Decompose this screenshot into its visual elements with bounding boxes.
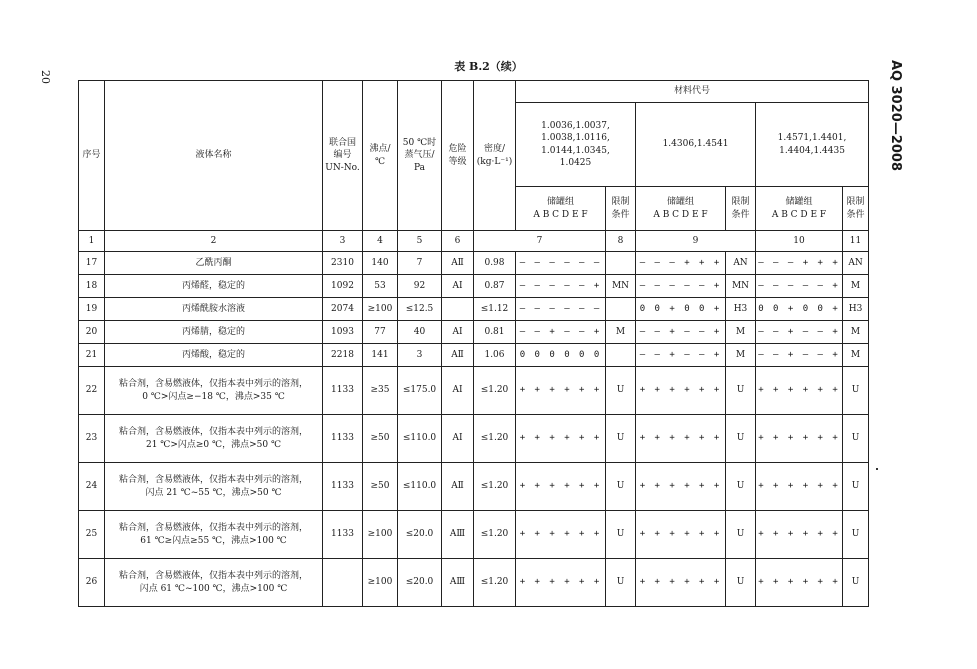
tank-marks-3: + + + + + + [756, 415, 843, 463]
vapor-pressure: ≤175.0 [398, 367, 442, 415]
tank-marks-2: + + + + + + [636, 511, 726, 559]
standard-code: AQ 3020—2008 [888, 60, 903, 172]
restriction-2: AN [726, 252, 756, 275]
tank-marks-1: — — — — — — [516, 252, 606, 275]
liquid-name: 粘合剂，含易燃液体，仅指本表中列示的溶剂， 闪点 61 ℃~100 ℃，沸点>100 ℃ [105, 559, 323, 607]
header-seq: 序号 [79, 81, 105, 231]
tank-marks-1: + + + + + + [516, 367, 606, 415]
restriction-3: U [843, 415, 869, 463]
table-row [79, 511, 869, 559]
vapor-pressure: 40 [398, 321, 442, 344]
liquid-name: 粘合剂，含易燃液体，仅指本表中列示的溶剂， 闪点 21 ℃~55 ℃，沸点>50 ℃ [105, 463, 323, 511]
header-tank-group-1: 储罐组 A B C D E F [516, 187, 606, 231]
tank-marks-1: 0 0 0 0 0 0 [516, 344, 606, 367]
col-number: 5 [398, 231, 442, 252]
col-number: 6 [442, 231, 474, 252]
hazard-level [442, 298, 474, 321]
density: ≤1.20 [474, 511, 516, 559]
vapor-pressure: ≤20.0 [398, 559, 442, 607]
tank-marks-3: — — + — — + [756, 344, 843, 367]
col-number: 9 [636, 231, 756, 252]
vapor-pressure: ≤20.0 [398, 511, 442, 559]
un-number: 2074 [323, 298, 363, 321]
header-tank-group-3: 储罐组 A B C D E F [756, 187, 843, 231]
tank-marks-3: + + + + + + [756, 559, 843, 607]
restriction-3: M [843, 275, 869, 298]
table-row [79, 321, 869, 344]
tank-marks-2: — — — + + + [636, 252, 726, 275]
header-restriction-2: 限制 条件 [726, 187, 756, 231]
boiling-point: ≥100 [363, 511, 398, 559]
row-number: 26 [79, 559, 105, 607]
density: 0.81 [474, 321, 516, 344]
restriction-3: M [843, 321, 869, 344]
density: ≤1.20 [474, 463, 516, 511]
tank-marks-3: 0 0 + 0 0 + [756, 298, 843, 321]
tank-marks-1: — — + — — + [516, 321, 606, 344]
density: ≤1.20 [474, 415, 516, 463]
tank-marks-3: — — + — — + [756, 321, 843, 344]
hazard-level: AⅢ [442, 559, 474, 607]
restriction-1: M [606, 321, 636, 344]
tank-marks-2: 0 0 + 0 0 + [636, 298, 726, 321]
table-row [79, 275, 869, 298]
tank-marks-2: — — + — — + [636, 321, 726, 344]
restriction-1: U [606, 463, 636, 511]
restriction-2: M [726, 321, 756, 344]
tank-marks-3: + + + + + + [756, 367, 843, 415]
restriction-1: U [606, 415, 636, 463]
tank-marks-1: + + + + + + [516, 511, 606, 559]
row-number: 20 [79, 321, 105, 344]
table-row [79, 415, 869, 463]
restriction-3: U [843, 367, 869, 415]
hazard-level: AⅠ [442, 415, 474, 463]
row-number: 25 [79, 511, 105, 559]
header-material-2: 1.4306,1.4541 [636, 103, 756, 187]
col-number: 1 [79, 231, 105, 252]
tank-marks-1: — — — — — + [516, 275, 606, 298]
restriction-1: U [606, 511, 636, 559]
restriction-3: H3 [843, 298, 869, 321]
tank-marks-3: + + + + + + [756, 511, 843, 559]
restriction-2: M [726, 344, 756, 367]
un-number: 1133 [323, 367, 363, 415]
restriction-2: U [726, 463, 756, 511]
vapor-pressure: ≤12.5 [398, 298, 442, 321]
table-row [79, 252, 869, 275]
page-number: 20 [39, 70, 52, 84]
boiling-point: 77 [363, 321, 398, 344]
hazard-level: AⅠ [442, 367, 474, 415]
tank-marks-2: + + + + + + [636, 463, 726, 511]
header-material-1: 1.0036,1.0037, 1.0038,1.0116, 1.0144,1.0345, 1.0425 [516, 103, 636, 187]
restriction-2: U [726, 367, 756, 415]
header-boiling-point: 沸点/ ℃ [363, 81, 398, 231]
tank-marks-2: — — + — — + [636, 344, 726, 367]
un-number: 1133 [323, 511, 363, 559]
liquid-name: 粘合剂，含易燃液体，仅指本表中列示的溶剂， 0 ℃>闪点≥−18 ℃，沸点>35 ℃ [105, 367, 323, 415]
vapor-pressure: 3 [398, 344, 442, 367]
scan-dot [876, 468, 878, 470]
hazard-level: AⅢ [442, 511, 474, 559]
un-number: 1133 [323, 463, 363, 511]
un-number: 1133 [323, 415, 363, 463]
vapor-pressure: ≤110.0 [398, 415, 442, 463]
tank-marks-1: + + + + + + [516, 463, 606, 511]
header-tank-group-2: 储罐组 A B C D E F [636, 187, 726, 231]
row-number: 18 [79, 275, 105, 298]
col-number: 4 [363, 231, 398, 252]
liquid-name: 粘合剂，含易燃液体，仅指本表中列示的溶剂， 21 ℃>闪点≥0 ℃，沸点>50 ℃ [105, 415, 323, 463]
header-liquid-name: 液体名称 [105, 81, 323, 231]
row-number: 21 [79, 344, 105, 367]
un-number: 1093 [323, 321, 363, 344]
restriction-1: MN [606, 275, 636, 298]
liquid-material-table [78, 80, 869, 607]
density: 1.06 [474, 344, 516, 367]
header-restriction-1: 限制 条件 [606, 187, 636, 231]
table-row [79, 559, 869, 607]
liquid-name: 粘合剂，含易燃液体，仅指本表中列示的溶剂， 61 ℃≥闪点≥55 ℃，沸点>100 ℃ [105, 511, 323, 559]
header-vapor-pressure: 50 ℃时 蒸气压/ Pa [398, 81, 442, 231]
liquid-name: 丙烯醛，稳定的 [105, 275, 323, 298]
vapor-pressure: 7 [398, 252, 442, 275]
table-caption: 表 B.2（续） [454, 60, 523, 73]
un-number: 2310 [323, 252, 363, 275]
boiling-point: ≥100 [363, 298, 398, 321]
row-number: 22 [79, 367, 105, 415]
header-material-3: 1.4571,1.4401, 1.4404,1.4435 [756, 103, 869, 187]
density: 0.87 [474, 275, 516, 298]
row-number: 19 [79, 298, 105, 321]
col-number: 2 [105, 231, 323, 252]
restriction-2: MN [726, 275, 756, 298]
restriction-3: U [843, 511, 869, 559]
header-hazard-level: 危险 等级 [442, 81, 474, 231]
header-restriction-3: 限制 条件 [843, 187, 869, 231]
col-number: 8 [606, 231, 636, 252]
restriction-1 [606, 298, 636, 321]
table-row [79, 367, 869, 415]
un-number [323, 559, 363, 607]
restriction-2: U [726, 511, 756, 559]
boiling-point: 141 [363, 344, 398, 367]
restriction-3: M [843, 344, 869, 367]
table-row [79, 298, 869, 321]
density: ≤1.20 [474, 367, 516, 415]
tank-marks-2: + + + + + + [636, 559, 726, 607]
density: ≤1.12 [474, 298, 516, 321]
hazard-level: AⅠ [442, 275, 474, 298]
restriction-1 [606, 344, 636, 367]
liquid-name: 丙烯酸，稳定的 [105, 344, 323, 367]
tank-marks-2: + + + + + + [636, 367, 726, 415]
row-number: 23 [79, 415, 105, 463]
hazard-level: AⅡ [442, 344, 474, 367]
tank-marks-3: — — — — — + [756, 275, 843, 298]
restriction-3: AN [843, 252, 869, 275]
density: 0.98 [474, 252, 516, 275]
col-number: 7 [474, 231, 606, 252]
liquid-name: 乙酰丙酮 [105, 252, 323, 275]
col-number: 10 [756, 231, 843, 252]
boiling-point: ≥35 [363, 367, 398, 415]
restriction-3: U [843, 559, 869, 607]
tank-marks-2: + + + + + + [636, 415, 726, 463]
boiling-point: ≥100 [363, 559, 398, 607]
hazard-level: AⅡ [442, 463, 474, 511]
table-row [79, 463, 869, 511]
col-number: 11 [843, 231, 869, 252]
boiling-point: 140 [363, 252, 398, 275]
restriction-2: U [726, 415, 756, 463]
row-number: 24 [79, 463, 105, 511]
header-material-code: 材料代号 [516, 81, 869, 103]
restriction-2: H3 [726, 298, 756, 321]
tank-marks-1: — — — — — — [516, 298, 606, 321]
tank-marks-1: + + + + + + [516, 415, 606, 463]
restriction-1: U [606, 367, 636, 415]
row-number: 17 [79, 252, 105, 275]
tank-marks-2: — — — — — + [636, 275, 726, 298]
un-number: 1092 [323, 275, 363, 298]
tank-marks-3: + + + + + + [756, 463, 843, 511]
hazard-level: AⅡ [442, 252, 474, 275]
restriction-1: U [606, 559, 636, 607]
tank-marks-1: + + + + + + [516, 559, 606, 607]
liquid-name: 丙烯酰胺水溶液 [105, 298, 323, 321]
vapor-pressure: ≤110.0 [398, 463, 442, 511]
tank-marks-3: — — — + + + [756, 252, 843, 275]
vapor-pressure: 92 [398, 275, 442, 298]
hazard-level: AⅠ [442, 321, 474, 344]
boiling-point: ≥50 [363, 463, 398, 511]
header-density: 密度/ (kg·L⁻¹) [474, 81, 516, 231]
boiling-point: ≥50 [363, 415, 398, 463]
restriction-1 [606, 252, 636, 275]
boiling-point: 53 [363, 275, 398, 298]
header-un-number: 联合国 编号 UN-No. [323, 81, 363, 231]
liquid-name: 丙烯腈，稳定的 [105, 321, 323, 344]
density: ≤1.20 [474, 559, 516, 607]
table-row [79, 344, 869, 367]
restriction-2: U [726, 559, 756, 607]
un-number: 2218 [323, 344, 363, 367]
col-number: 3 [323, 231, 363, 252]
restriction-3: U [843, 463, 869, 511]
